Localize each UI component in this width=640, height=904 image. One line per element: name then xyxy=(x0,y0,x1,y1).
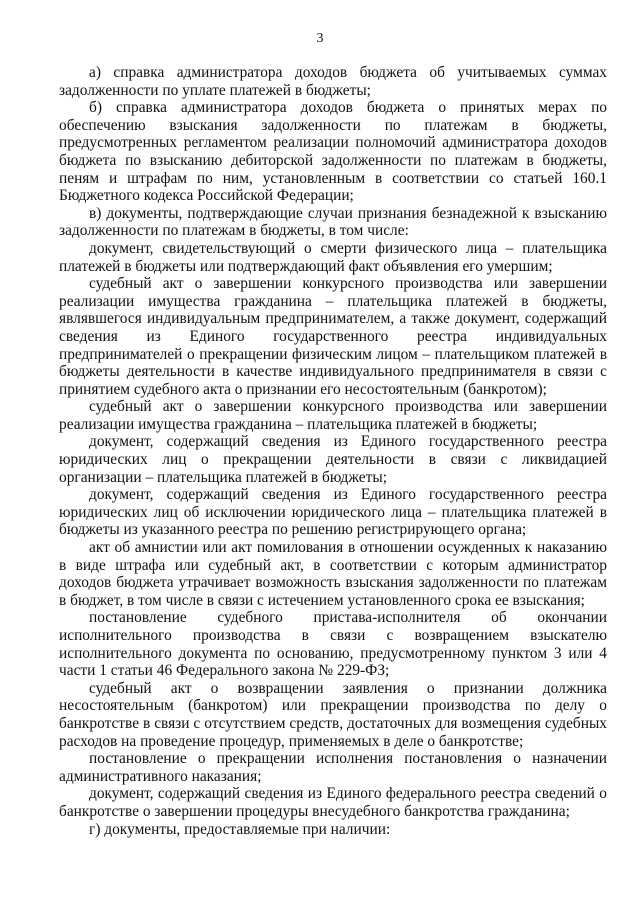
document-body xyxy=(59,64,607,838)
list-item-termination: постановление о прекращении исполнения постановления о назначении административного наказания; xyxy=(59,750,607,785)
paragraph-b: б) справка администратора доходов бюджета о принятых мерах по обеспечению взыскания задолженности по платежам в бюджеты, предусмотренных регламентом реализации полномочий администратора доходов бюджета по взысканию дебиторской задолженности по платежам в бюджеты, пеням и штрафам по ним, установленным в соответствии со статьей 160.1 Бюджетного кодекса Российской Федерации; xyxy=(59,99,607,205)
list-item-amnesty: акт об амнистии или акт помилования в отношении осужденных к наказанию в виде штрафа или судебный акт, в соответствии с которым администратор доходов бюджета утрачивает возможность взыскания задолженности по платежам в бюджет, в том числе в связи с истечением установленного срока ее взыскания; xyxy=(59,539,607,609)
list-item-bailiff-order: постановление судебного пристава-исполнителя об окончании исполнительного производства в связи с возвращением взыскателю исполнительного документа по основанию, предусмотренному пунктом 3 или 4 части 1 статьи 46 Федерального закона № 229-ФЗ; xyxy=(59,609,607,680)
list-item-liquidation: документ, содержащий сведения из Единого государственного реестра юридических лиц о прекращении деятельности в связи с ликвидацией организации – плательщика платежей в бюджеты; xyxy=(59,433,607,486)
list-item-extrajudicial: документ, содержащий сведения из Единого федерального реестра сведений о банкротстве о завершении процедуры внесудебного банкротства гражданина; xyxy=(59,785,607,820)
list-item-bankruptcy-citizen: судебный акт о завершении конкурсного производства или завершении реализации имущества гражданина – плательщика платежей в бюджеты; xyxy=(59,398,607,433)
paragraph-g: г) документы, предоставляемые при наличии: xyxy=(89,820,391,838)
list-item-bankruptcy-entrepreneur: судебный акт о завершении конкурсного производства или завершении реализации имущества гражданина – плательщика платежей в бюджеты, являвшегося индивидуальным предпринимателем, а также документ, содержащий сведения из Единого государственного реестра индивидуальных предпринимателей о прекращении физическим лицом – плательщиком платежей в бюджеты деятельности в качестве индивидуального предпринимателя в связи с принятием судебного акта о признании его несостоятельным (банкротом); xyxy=(59,275,607,398)
page-number: 3 xyxy=(316,31,324,46)
paragraph-v: в) документы, подтверждающие случаи признания безнадежной к взысканию задолженности по платежам в бюджеты, в том числе: xyxy=(59,204,607,240)
list-item-court-return: судебный акт о возвращении заявления о признании должника несостоятельным (банкротом) или прекращении производства по делу о банкротстве в связи с отсутствием средств, достаточных для возмещения судебных расходов на проведение процедур, применяемых в деле о банкротстве; xyxy=(59,679,607,750)
paragraph-a: а) справка администратора доходов бюджета об учитываемых суммах задолженности по уплате платежей в бюджеты; xyxy=(59,64,607,99)
list-item-death-document: документ, свидетельствующий о смерти физического лица – плательщика платежей в бюджеты или подтверждающий факт объявления его умершим; xyxy=(59,239,607,275)
list-item-exclusion: документ, содержащий сведения из Единого государственного реестра юридических лиц об исключении юридического лица – плательщика платежей в бюджеты из указанного реестра по решению регистрирующего органа; xyxy=(59,486,607,539)
